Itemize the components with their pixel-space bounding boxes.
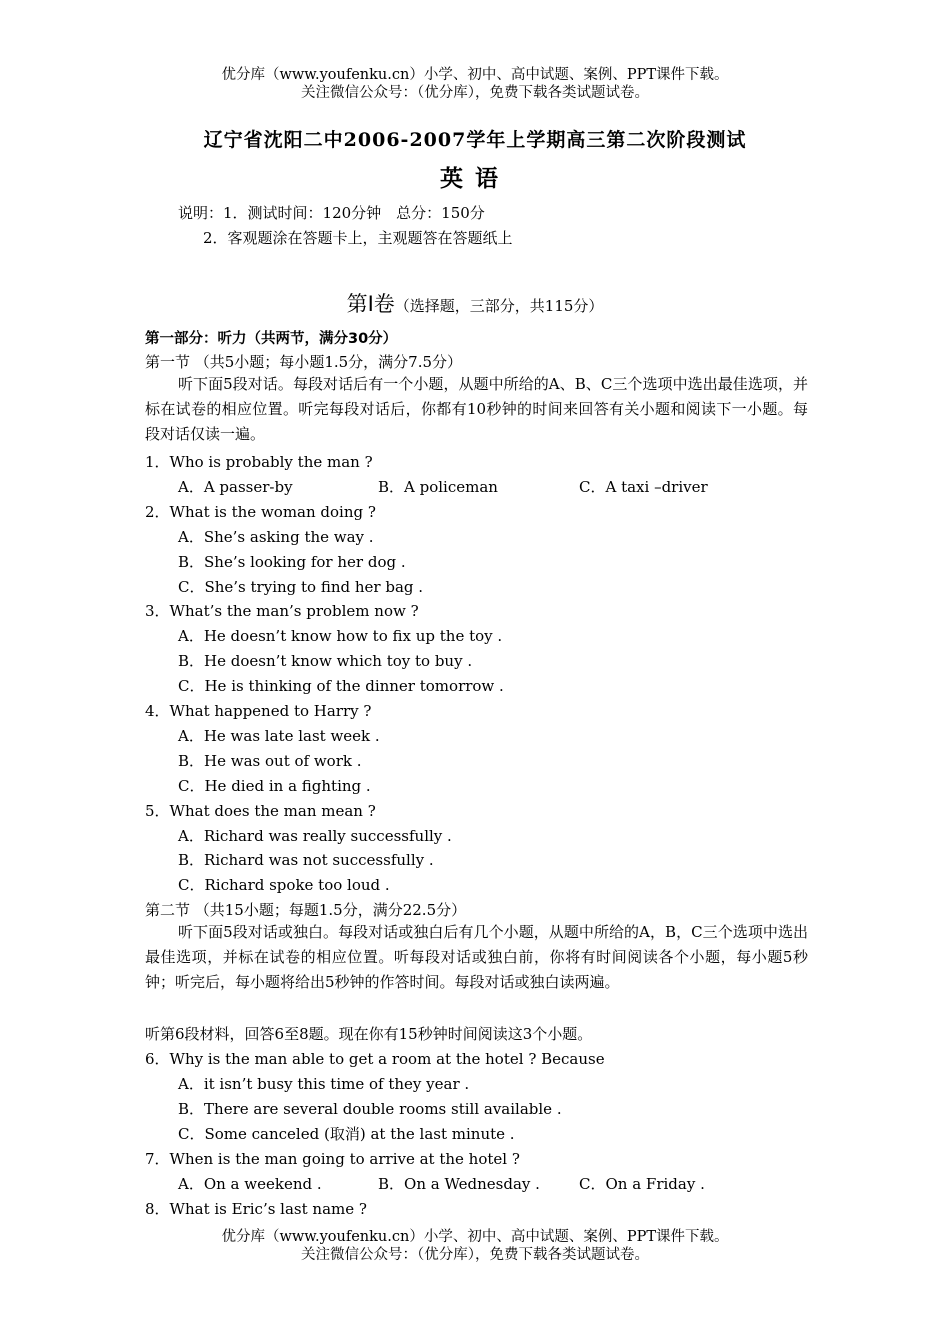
banner-bottom-line1: 优分库（www.youfenku.cn）小学、初中、高中试题、案例、PPT课件下载。 [221, 1229, 729, 1245]
q2-option-a: A．She’s asking the way . [178, 528, 374, 546]
q4-option-c: C．He died in a fighting . [178, 777, 371, 795]
section1-heading: 第一节 （共5小题；每小题1.5分，满分7.5分） [145, 353, 463, 371]
notes-line1: 说明：1．测试时间：120分钟 总分：150分 [178, 204, 485, 222]
q2-stem: 2．What is the woman doing ? [145, 503, 376, 521]
q5-option-b: B．Richard was not successfully . [178, 851, 434, 869]
section2-heading: 第二节 （共15小题；每题1.5分，满分22.5分） [145, 901, 467, 919]
section2-material: 听第6段材料，回答6至8题。现在你有15秒钟时间阅读这3个小题。 [145, 1025, 593, 1043]
q7-stem: 7．When is the man going to arrive at the hotel ? [145, 1150, 520, 1168]
part1-heading: 第一部分：听力（共两节，满分30分） [145, 331, 398, 347]
q5-option-c: C．Richard spoke too loud . [178, 876, 390, 894]
q3-option-c: C．He is thinking of the dinner tomorrow . [178, 677, 504, 695]
q5-stem: 5．What does the man mean ? [145, 802, 376, 820]
banner-bottom-line2: 关注微信公众号：（优分库），免费下载各类试题试卷。 [301, 1247, 649, 1263]
q2-option-b: B．She’s looking for her dog . [178, 553, 406, 571]
q6-option-a: A．it isn’t busy this time of they year . [178, 1075, 470, 1093]
subject-title: 英语 [440, 165, 510, 192]
section2-instruction [145, 920, 808, 995]
volume-detail: （选择题，三部分，共115分） [394, 297, 604, 315]
q4-option-a: A．He was late last week . [178, 727, 380, 745]
q4-option-b: B．He was out of work . [178, 752, 362, 770]
q7-option-b: B．On a Wednesday . [378, 1175, 540, 1193]
q8-stem: 8．What is Eric’s last name ? [145, 1200, 367, 1218]
q3-stem: 3．What’s the man’s problem now ? [145, 602, 419, 620]
q7-option-c: C．On a Friday . [579, 1175, 705, 1193]
exam-title: 辽宁省沈阳二中2006-2007学年上学期高三第二次阶段测试 [203, 129, 747, 151]
section2-instruction-text: 听下面5段对话或独白。每段对话或独白后有几个小题，从题中所给的A，B，C三个选项中选出最佳选项，并标在试卷的相应位置。听每段对话或独白前，你将有时间阅读各个小题，每小题5秒钟；听完后，每小题将给出5秒钟的作答时间。每段对话或独白读两遍。 [145, 923, 808, 991]
banner-top [0, 66, 950, 102]
q3-option-a: A．He doesn’t know how to fix up the toy . [178, 627, 503, 645]
notes-line2: 2．客观题涂在答题卡上，主观题答在答题纸上 [203, 229, 513, 247]
q2-option-c: C．She’s trying to find her bag . [178, 578, 424, 596]
banner-bottom [0, 1228, 950, 1264]
q5-option-a: A．Richard was really successfully . [178, 827, 452, 845]
volume-label: 第Ⅰ卷 [346, 292, 395, 316]
section1-instruction [145, 372, 808, 447]
q6-stem: 6．Why is the man able to get a room at the hotel ? Because [145, 1050, 605, 1068]
section1-instruction-text: 听下面5段对话。每段对话后有一个小题，从题中所给的A、B、C三个选项中选出最佳选项，并标在试卷的相应位置。听完每段对话后，你都有10秒钟的时间来回答有关小题和阅读下一小题。每段对话仅读一遍。 [145, 375, 808, 443]
q1-option-b: B．A policeman [378, 478, 498, 496]
q7-option-a: A．On a weekend . [178, 1175, 322, 1193]
banner-top-line2: 关注微信公众号：（优分库），免费下载各类试题试卷。 [301, 85, 649, 101]
q4-stem: 4．What happened to Harry ? [145, 702, 372, 720]
q1-option-c: C．A taxi –driver [579, 478, 708, 496]
q1-option-a: A．A passer-by [178, 478, 293, 496]
q3-option-b: B．He doesn’t know which toy to buy . [178, 652, 473, 670]
q6-option-b: B．There are several double rooms still available . [178, 1100, 562, 1118]
banner-top-line1: 优分库（www.youfenku.cn）小学、初中、高中试题、案例、PPT课件下载。 [221, 67, 729, 83]
q6-option-c: C．Some canceled (取消) at the last minute . [178, 1125, 515, 1143]
volume-heading [0, 288, 950, 318]
q1-stem: 1．Who is probably the man ? [145, 453, 373, 471]
